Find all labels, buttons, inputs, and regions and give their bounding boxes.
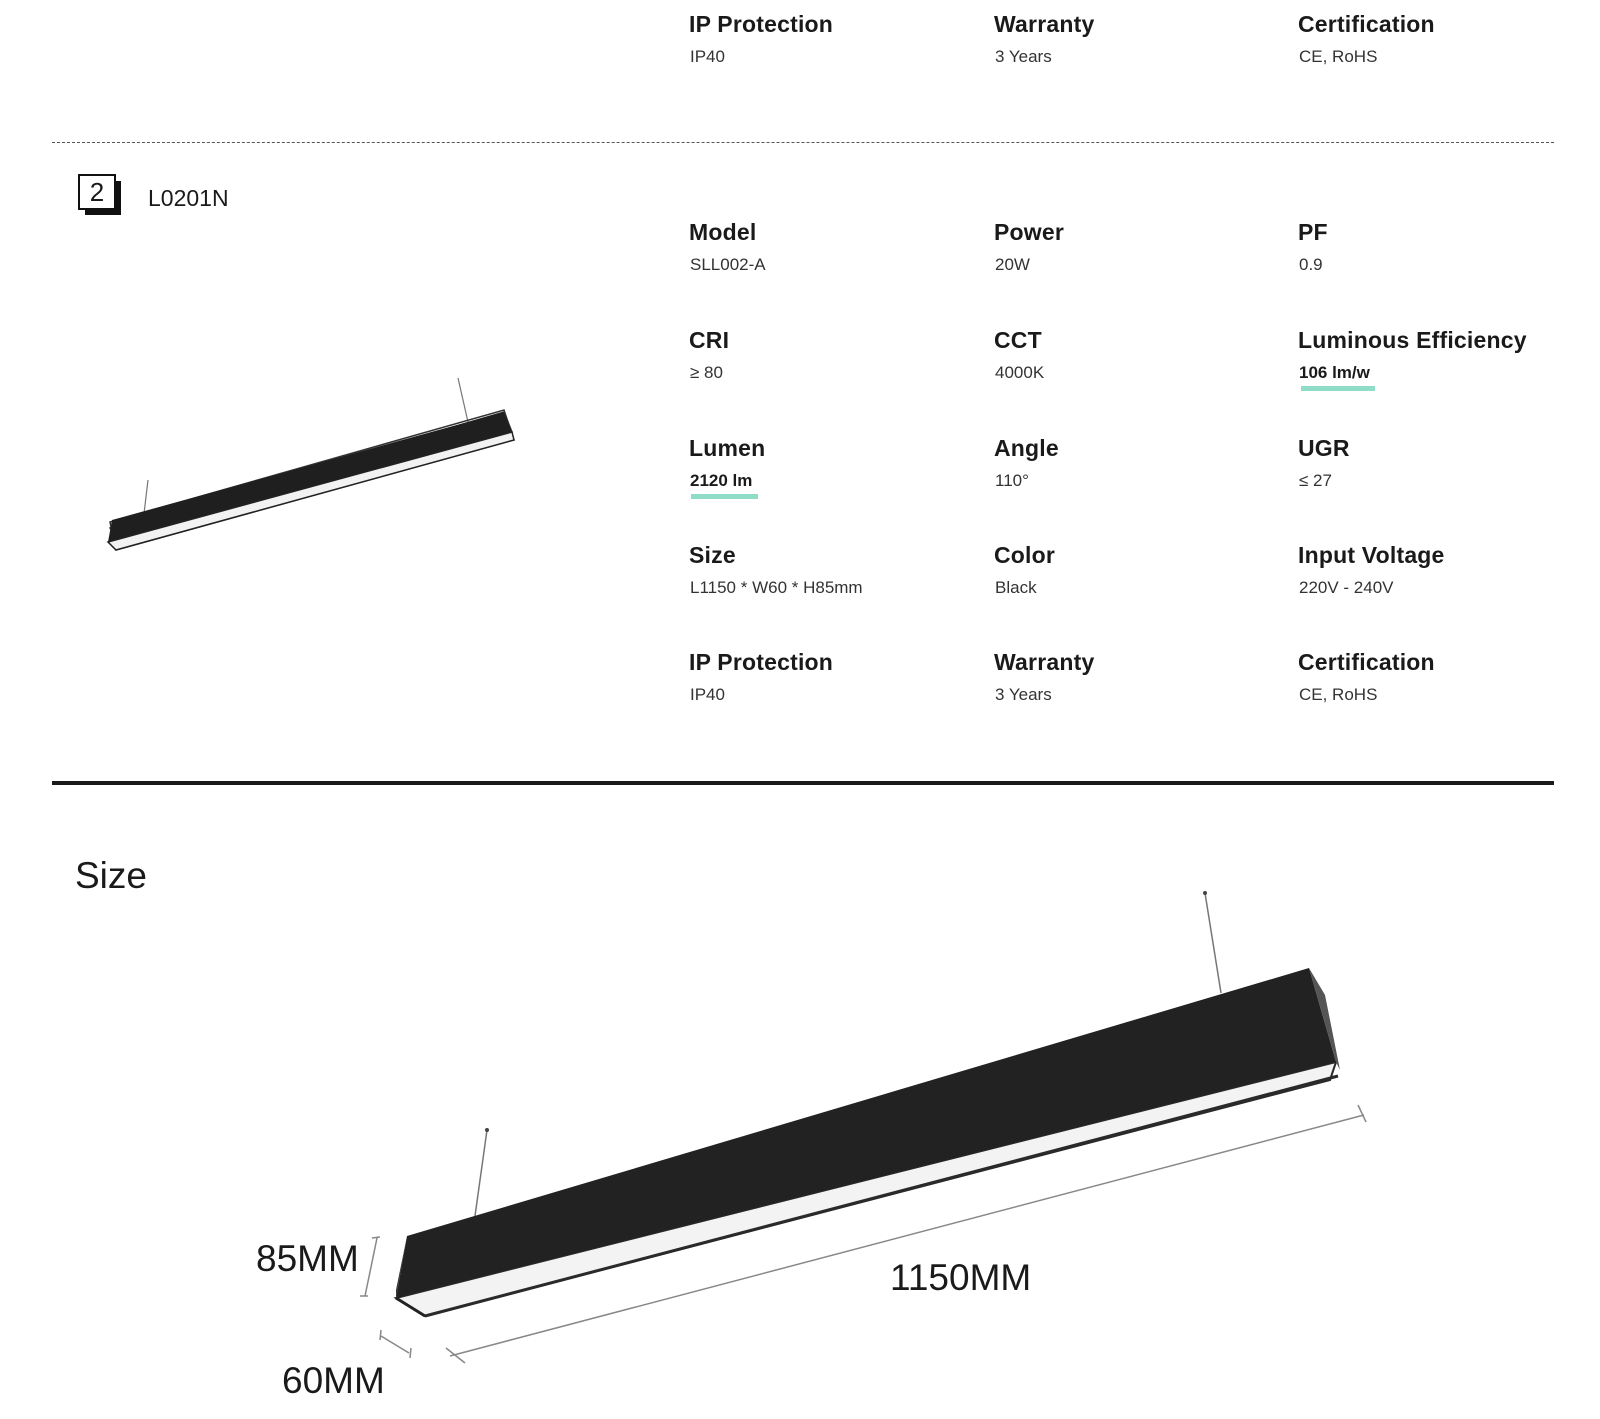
spec-label-power: Power <box>994 219 1065 245</box>
spec-label-pf: PF <box>1298 219 1328 245</box>
spec-value-power: 20W <box>995 255 1030 274</box>
spec-label-luminous-efficiency: Luminous Efficiency <box>1298 327 1527 353</box>
spec-value-size: L1150 * W60 * H85mm <box>690 578 863 597</box>
spec-value-lumen: 2120 lm <box>690 471 753 490</box>
highlight-underline <box>691 494 758 499</box>
spec-value-model: SLL002-A <box>690 255 766 274</box>
size-section-title: Size <box>75 855 147 896</box>
spec-value-ip-protection: IP40 <box>690 685 725 704</box>
height-dimension-label: 85MM <box>256 1238 359 1279</box>
width-dimension-label: 60MM <box>282 1360 385 1401</box>
spec-value-ip-protection: IP40 <box>690 47 725 66</box>
spec-label-cct: CCT <box>994 327 1042 353</box>
length-dimension-label: 1150MM <box>890 1257 1032 1298</box>
dashed-divider <box>52 142 1554 143</box>
spec-value-warranty: 3 Years <box>995 47 1052 66</box>
highlight-underline <box>1301 386 1375 391</box>
spec-label-warranty: Warranty <box>994 649 1095 675</box>
spec-value-cct: 4000K <box>995 363 1045 382</box>
spec-label-certification: Certification <box>1298 11 1435 37</box>
spec-label-input-voltage: Input Voltage <box>1298 542 1445 568</box>
spec-value-certification: CE, RoHS <box>1299 47 1378 66</box>
section-divider <box>52 781 1554 785</box>
spec-value-angle: 110° <box>995 471 1029 490</box>
spec-value-warranty: 3 Years <box>995 685 1052 704</box>
product-index-badge <box>78 174 116 210</box>
spec-label-color: Color <box>994 542 1056 568</box>
spec-value-pf: 0.9 <box>1299 255 1323 274</box>
spec-value-input-voltage: 220V - 240V <box>1299 578 1394 597</box>
spec-value-cri: ≥ 80 <box>690 363 723 382</box>
spec-value-color: Black <box>995 578 1037 597</box>
spec-label-angle: Angle <box>994 435 1059 461</box>
spec-label-warranty: Warranty <box>994 11 1095 37</box>
spec-label-lumen: Lumen <box>689 435 766 461</box>
spec-value-ugr: ≤ 27 <box>1299 471 1332 490</box>
spec-label-certification: Certification <box>1298 649 1435 675</box>
spec-value-luminous-efficiency: 106 lm/w <box>1299 363 1370 382</box>
dimension-diagram <box>0 880 1600 1419</box>
spec-label-ip-protection: IP Protection <box>689 649 834 675</box>
product-image <box>100 370 530 570</box>
spec-label-size: Size <box>689 542 736 568</box>
spec-label-model: Model <box>689 219 757 245</box>
spec-value-certification: CE, RoHS <box>1299 685 1378 704</box>
spec-label-ugr: UGR <box>1298 435 1350 461</box>
product-code: L0201N <box>148 185 229 211</box>
product-index-number: 2 <box>78 174 116 210</box>
spec-label-cri: CRI <box>689 327 730 353</box>
spec-label-ip-protection: IP Protection <box>689 11 834 37</box>
